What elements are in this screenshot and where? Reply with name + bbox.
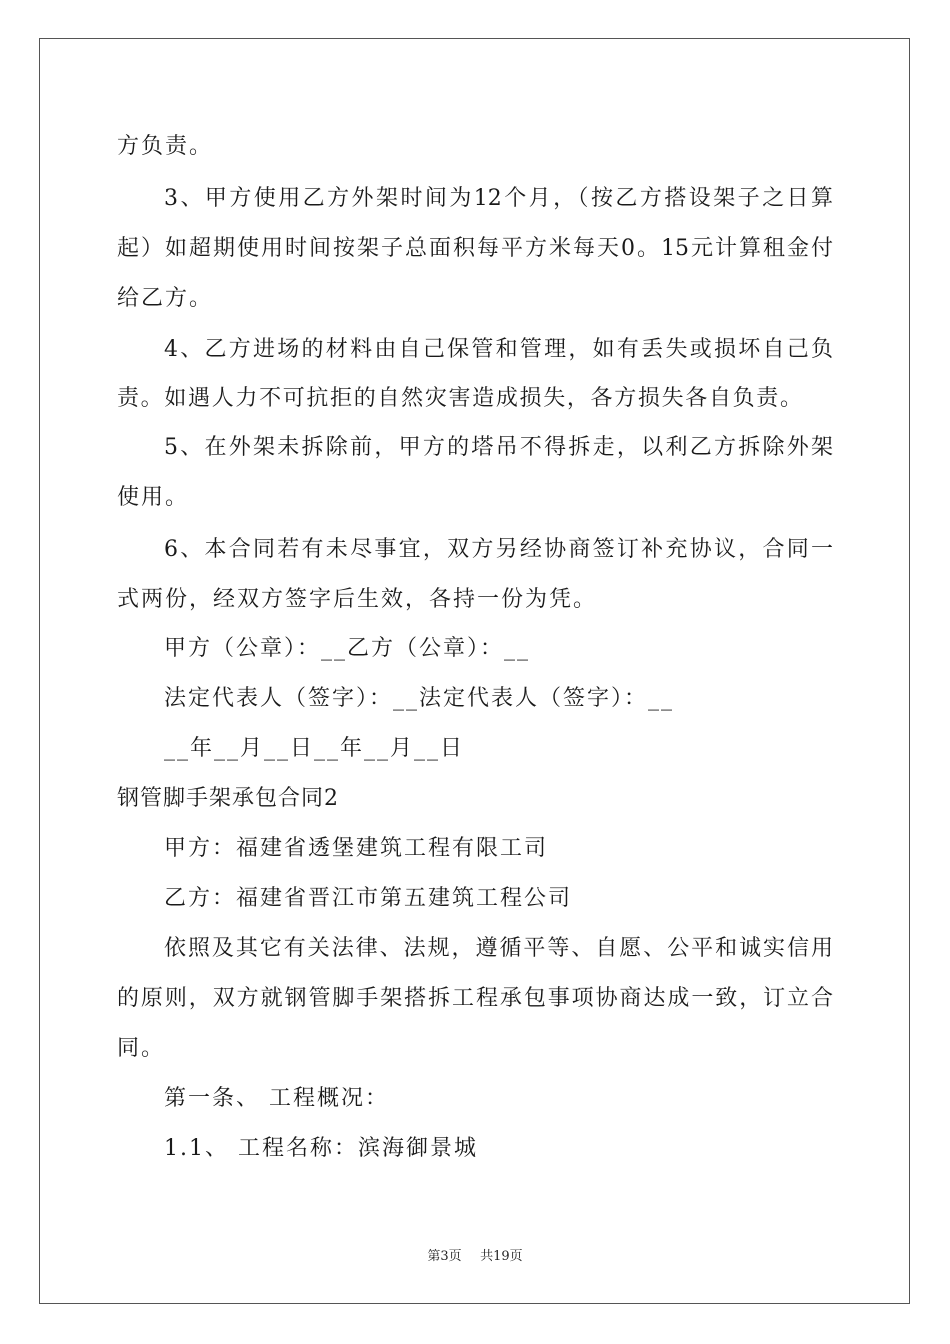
signature-line: 甲方（公章）：__乙方（公章）：__ [164,636,531,661]
page-number: 第3页 [427,1249,462,1264]
text-line: 5、在外架未拆除前，甲方的塔吊不得拆走，以利乙方拆除外架 [164,435,833,460]
text-line: 式两份，经双方签字后生效，各持一份为凭。 [117,587,598,612]
text-line: 1.1、 工程名称：滨海御景城 [164,1136,478,1161]
text-line: 责。如遇人力不可抗拒的自然灾害造成损失，各方损失各自负责。 [117,386,802,411]
text-line: 使用。 [117,485,190,510]
text-line: 4、乙方进场的材料由自己保管和管理，如有丢失或损坏自己负 [164,337,833,362]
party-a-line: 甲方：福建省透堡建筑工程有限工司 [164,836,549,861]
text-line: 起）如超期使用时间按架子总面积每平方米每天0。15元计算租金付 [117,236,833,261]
page-border [39,38,910,1304]
signature-line: 法定代表人（签字）：__法定代表人（签字）：__ [164,686,675,711]
party-b-line: 乙方：福建省晋江市第五建筑工程公司 [164,886,573,911]
text-line: 3、甲方使用乙方外架时间为12个月，（按乙方搭设架子之日算 [164,186,833,211]
text-line: 6、本合同若有未尽事宜，双方另经协商签订补充协议，合同一 [164,537,833,562]
page-total: 共19页 [480,1249,523,1264]
text-line: 的原则，双方就钢管脚手架搭拆工程承包事项协商达成一致，订立合 [117,986,833,1011]
clause-heading: 第一条、 工程概况： [164,1086,389,1111]
text-line: 同。 [117,1036,166,1061]
text-line: 方负责。 [117,134,214,159]
page-footer [0,1248,950,1266]
text-line: 依照及其它有关法律、法规，遵循平等、自愿、公平和诚实信用 [164,936,833,961]
date-line: __年__月__日__年__月__日 [164,736,465,761]
text-line: 给乙方。 [117,286,214,311]
section-title: 钢管脚手架承包合同2 [117,786,339,811]
